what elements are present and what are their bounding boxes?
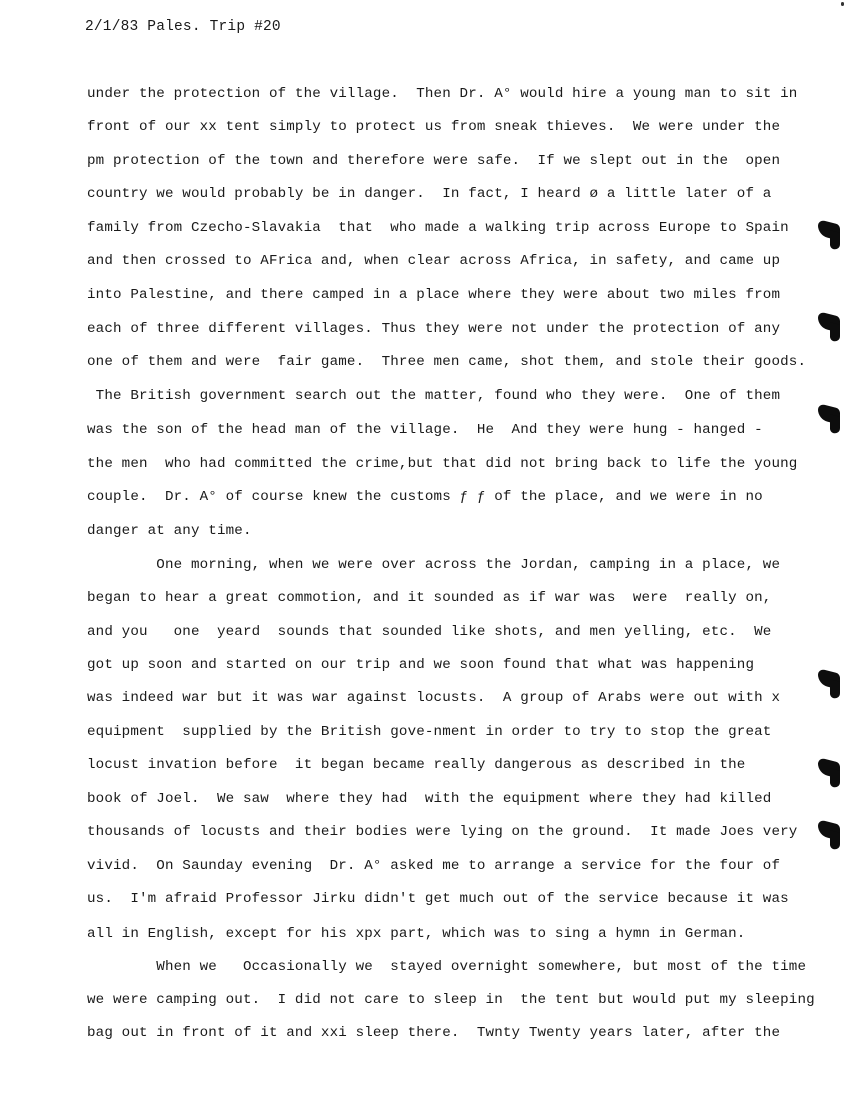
punch-hole-mark [818, 403, 840, 424]
punch-hole-mark [818, 219, 840, 240]
text-line: vivid. On Saunday evening Dr. A° asked me to arrange a service for the four of [87, 858, 781, 874]
text-line: us. I'm afraid Professor Jirku didn't get much out of the service because it was [87, 891, 789, 907]
text-line: bag out in front of it and xxi sleep there. Twnty Twenty years later, after the [87, 1025, 781, 1041]
text-line: into Palestine, and there camped in a place where they were about two miles from [87, 287, 781, 303]
text-line: book of Joel. We saw where they had with the equipment where they had killed [87, 791, 772, 807]
text-line: one of them and were fair game. Three men came, shot them, and stole their goods. [87, 354, 807, 370]
text-line: and you one yeard sounds that sounded like shots, and men yelling, etc. We [87, 624, 772, 640]
text-line: family from Czecho-Slavakia that who made a walking trip across Europe to Spain [87, 220, 789, 236]
text-line: got up soon and started on our trip and we soon found that what was happening [87, 657, 755, 673]
text-line: When we Occasionally we stayed overnight somewhere, but most of the time [87, 959, 807, 975]
text-line: was indeed war but it was war against locusts. A group of Arabs were out with x [87, 690, 781, 706]
text-line: each of three different villages. Thus they were not under the protection of any [87, 321, 781, 337]
text-line: country we would probably be in danger. In fact, I heard ø a little later of a [87, 186, 772, 202]
text-line: the men who had committed the crime,but that did not bring back to life the young [87, 456, 798, 472]
text-line: couple. Dr. A° of course knew the customs ƒ ƒ of the place, and we were in no [87, 489, 763, 505]
punch-hole-mark [818, 668, 840, 689]
text-line: The British government search out the matter, found who they were. One of them [87, 388, 781, 404]
speck-mark [841, 2, 844, 6]
text-line: One morning, when we were over across the Jordan, camping in a place, we [87, 557, 781, 573]
text-line: all in English, except for his xpx part, which was to sing a hymn in German. [87, 926, 746, 942]
punch-hole-mark [818, 311, 840, 332]
text-line: we were camping out. I did not care to sleep in the tent but would put my sleeping [87, 992, 815, 1008]
page-header: 2/1/83 Pales. Trip #20 [85, 19, 281, 35]
text-line: danger at any time. [87, 523, 252, 539]
punch-hole-mark [818, 819, 840, 840]
text-line: was the son of the head man of the village. He And they were hung - hanged - [87, 422, 763, 438]
punch-hole-mark [818, 757, 840, 778]
text-line: front of our xx tent simply to protect us from sneak thieves. We were under the [87, 119, 781, 135]
text-line: thousands of locusts and their bodies were lying on the ground. It made Joes very [87, 824, 798, 840]
text-line: locust invation before it began became really dangerous as described in the [87, 757, 746, 773]
text-line: pm protection of the town and therefore were safe. If we slept out in the open [87, 153, 781, 169]
text-line: and then crossed to AFrica and, when clear across Africa, in safety, and came up [87, 253, 781, 269]
text-line: under the protection of the village. Then Dr. A° would hire a young man to sit in [87, 86, 798, 102]
text-line: equipment supplied by the British gove-nment in order to try to stop the great [87, 724, 772, 740]
text-line: began to hear a great commotion, and it sounded as if war was were really on, [87, 590, 772, 606]
